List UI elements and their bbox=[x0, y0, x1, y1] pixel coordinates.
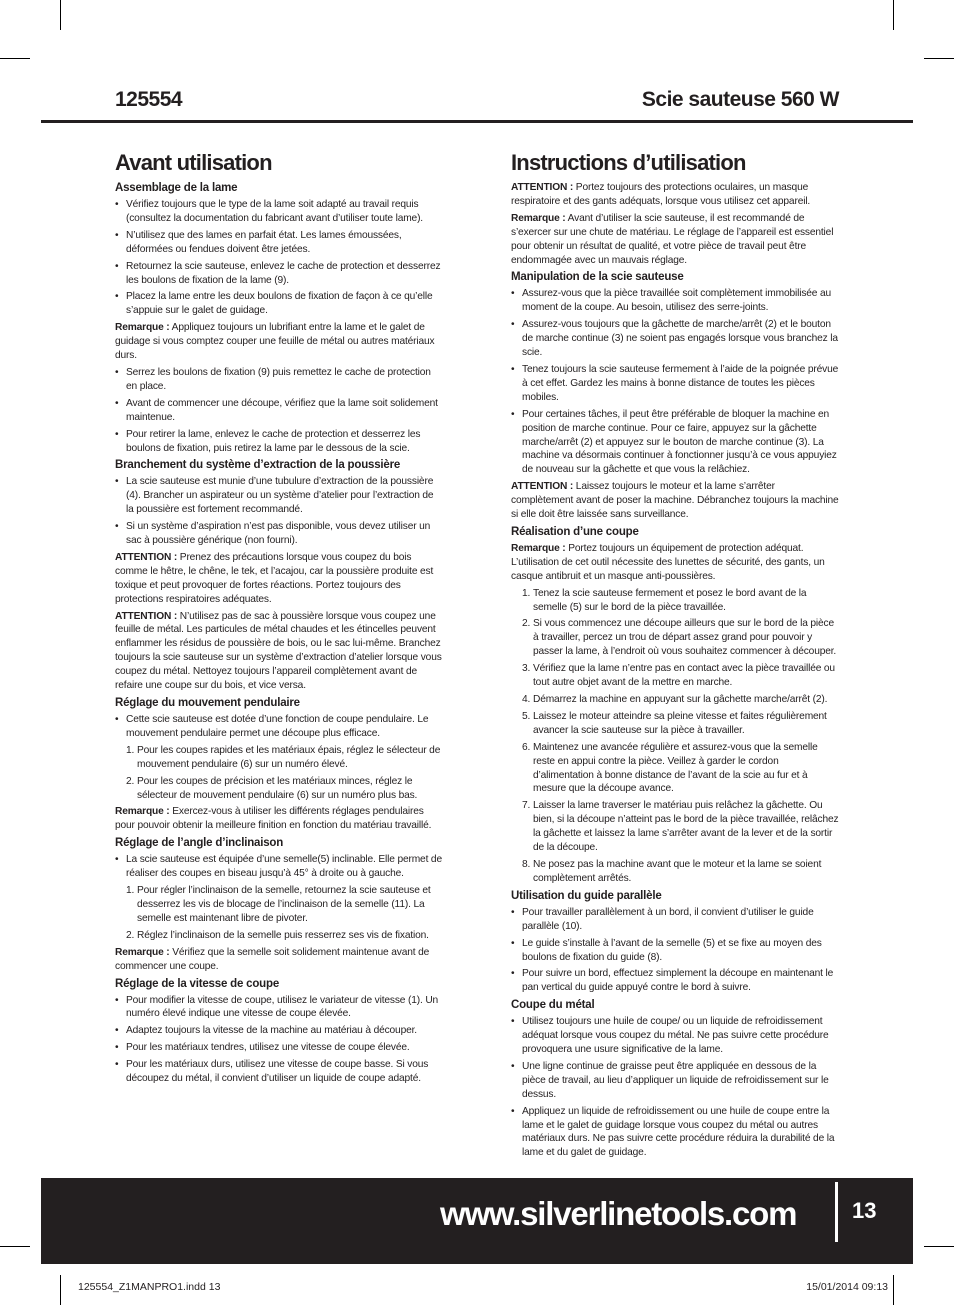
warning-label: ATTENTION : bbox=[511, 481, 574, 493]
list-item bbox=[522, 693, 839, 707]
section-title: Instructions d’utilisation bbox=[511, 150, 746, 175]
list-item: • Appliquez un liquide de refroidissement ou une huile de coupe entre la lame et le galet de guidage lorsque vous coupez du métal ou autres matériaux durs. Ne pas suivre cette procédure réduira la durabilité de la lame et du galet de guidage. bbox=[511, 1105, 839, 1161]
product-title: Scie sauteuse 560 W bbox=[641, 88, 839, 111]
note-label: Remarque : bbox=[115, 946, 170, 958]
bullet-list bbox=[511, 1015, 839, 1160]
list-item: • La scie sauteuse est munie d’une tubulure d’extraction de la poussière (4). Brancher un aspirateur ou un système d’atelier pour l’extraction de la poussière est fortement recommandé. bbox=[115, 475, 443, 517]
warning-paragraph bbox=[115, 610, 443, 693]
subsection-heading: Réglage de la vitesse de coupe bbox=[115, 977, 280, 990]
note-label: Remarque : bbox=[115, 322, 170, 334]
subsection-heading: Réglage de l’angle d’inclinaison bbox=[115, 837, 284, 850]
warning-paragraph bbox=[511, 181, 839, 209]
list-item bbox=[126, 775, 443, 803]
crop-mark bbox=[924, 58, 954, 59]
step-number: 3. bbox=[522, 663, 531, 675]
step-text: Maintenez une avancée régulière et assurez-vous que la semelle reste en appui contre la pièce. Veillez à garder le cordon d’alimentation à bonne distance de l’avant de la scie au fur et à mesure que la découpe avance. bbox=[533, 741, 818, 795]
numbered-list bbox=[115, 884, 443, 943]
bullet-list bbox=[115, 198, 443, 318]
crop-mark bbox=[0, 58, 30, 59]
subsection-heading: Manipulation de la scie sauteuse bbox=[511, 271, 684, 284]
list-item: • Cette scie sauteuse est dotée d’une fonction de coupe pendulaire. Le mouvement pendulaire permet une découpe plus efficace. bbox=[115, 713, 443, 741]
note-paragraph bbox=[115, 946, 443, 974]
left-column bbox=[115, 150, 443, 1089]
list-item: • Le guide s’installe à l’avant de la semelle (5) et se fixe au moyen des boulons de fixation du guide (8). bbox=[511, 937, 839, 965]
list-item: • Utilisez toujours une huile de coupe/ ou un liquide de refroidissement adéquat lorsque vous coupez du métal. Ne pas suivre cette procédure provoquera une usure significative de la lame. bbox=[511, 1015, 839, 1057]
file-slug: 125554_Z1MANPRO1.indd 13 bbox=[78, 1281, 221, 1293]
warning-text: N’utilisez pas de sac à poussière lorsque vous coupez une feuille de métal. Les particules de métal chaudes et les étincelles peuvent enflammer les résidus de poussière de bois, ou le sac lui-même. Branchez toujours la scie sauteuse sur un système d’extraction d’atelier lorsque vous coupez du métal. Nettoyez toujours l’appareil complètement avant de refaire une coupe sur du bois, et vice versa. bbox=[115, 610, 442, 692]
right-column bbox=[511, 150, 839, 1163]
page-number-divider bbox=[835, 1182, 838, 1242]
step-number: 2. bbox=[126, 929, 135, 941]
step-text: Vérifiez que la lame n’entre pas en contact avec la pièce travaillée ou tout autre objet avant de la mettre en marche. bbox=[533, 663, 835, 689]
website-link[interactable]: www.silverlinetools.com bbox=[440, 1195, 797, 1232]
crop-mark bbox=[924, 1246, 954, 1247]
list-item: • Avant de commencer une découpe, vérifiez que la lame soit solidement maintenue. bbox=[115, 397, 443, 425]
list-item bbox=[522, 799, 839, 855]
note-paragraph bbox=[115, 805, 443, 833]
note-label: Remarque : bbox=[511, 542, 566, 554]
step-text: Pour les coupes de précision et les matériaux minces, réglez le sélecteur de mouvement pendulaire (6) sur un numéro plus bas. bbox=[137, 775, 418, 801]
subsection-heading: Utilisation du guide parallèle bbox=[511, 889, 662, 902]
note-label: Remarque : bbox=[115, 806, 170, 818]
step-text: Pour les coupes rapides et les matériaux épais, réglez le sélecteur de mouvement pendulaire (6) sur un numéro élevé. bbox=[137, 744, 441, 770]
note-text: Avant d’utiliser la scie sauteuse, il est recommandé de s’exercer sur une chute de matériau. Le réglage de l’appareil est essentiel pour obtenir un résultat de qualité, et votre pièce de travail peut être endommagée avec un mauvais réglage. bbox=[511, 212, 834, 266]
note-text: Exercez-vous à utiliser les différents réglages pendulaires pour pouvoir obtenir la meilleure finition en fonction du matériau travaillé. bbox=[115, 806, 432, 832]
subsection-heading: Réalisation d’une coupe bbox=[511, 525, 639, 538]
bullet-list bbox=[115, 853, 443, 881]
warning-paragraph bbox=[115, 551, 443, 607]
warning-text: Portez toujours des protections oculaires, un masque respiratoire et des gants adéquats, lorsque vous utilisez cet appareil. bbox=[511, 182, 811, 207]
step-number: 1. bbox=[522, 587, 531, 599]
list-item: • Serrez les boulons de fixation (9) puis remettez le cache de protection en place. bbox=[115, 366, 443, 394]
list-item bbox=[522, 662, 839, 690]
product-code: 125554 bbox=[115, 88, 183, 111]
subsection-heading: Branchement du système d’extraction de la poussière bbox=[115, 459, 401, 472]
step-text: Tenez la scie sauteuse fermement et posez le bord avant de la semelle (5) sur le bord de la pièce travaillée. bbox=[533, 587, 807, 613]
step-number: 6. bbox=[522, 741, 531, 753]
crop-mark bbox=[0, 1246, 30, 1247]
step-text: Laissez le moteur atteindre sa pleine vitesse et faites régulièrement avancer la scie sauteuse sur la pièce à travailler. bbox=[533, 710, 827, 736]
list-item: • Pour suivre un bord, effectuez simplement la découpe en maintenant le pan vertical du guide appuyé contre le bord à suivre. bbox=[511, 967, 839, 995]
warning-text: Laissez toujours le moteur et la lame s’arrêter complètement avant de poser la machine. Débranchez toujours la machine si elle doit être laissée sans surveillance. bbox=[511, 481, 839, 521]
section-title: Avant utilisation bbox=[115, 150, 272, 175]
list-item: • Pour travailler parallèlement à un bord, il convient d’utiliser le guide parallèle (10). bbox=[511, 906, 839, 934]
list-item bbox=[126, 929, 443, 943]
warning-text: Prenez des précautions lorsque vous coupez du bois comme le hêtre, le chêne, le tek, et l’acajou, car la poussière produite est toxique et peut provoquer de fortes réactions. Portez toujours des protections respiratoires adéquates. bbox=[115, 551, 434, 605]
crop-mark bbox=[893, 0, 894, 30]
list-item bbox=[522, 587, 839, 615]
bullet-list bbox=[511, 906, 839, 995]
crop-mark bbox=[893, 1275, 894, 1305]
list-item: • Tenez toujours la scie sauteuse fermement à l’aide de la poignée prévue à cet effet. Gardez les mains à bonne distance de toutes les pièces mobiles. bbox=[511, 363, 839, 405]
warning-label: ATTENTION : bbox=[511, 182, 574, 193]
list-item bbox=[126, 884, 443, 926]
note-label: Remarque : bbox=[511, 212, 566, 224]
step-number: 7. bbox=[522, 800, 531, 812]
step-number: 2. bbox=[522, 618, 531, 630]
list-item: • Adaptez toujours la vitesse de la machine au matériau à découper. bbox=[115, 1024, 443, 1038]
step-text: Laisser la lame traverser le matériau puis relâchez la gâchette. Ou bien, si la découpe n’atteint pas le bord de la pièce travaillée, relâchez la gâchette et laissez la lame s’arrêter avant de la lever et de la sortir de la découpe. bbox=[533, 800, 839, 854]
note-text: Appliquez toujours un lubrifiant entre la lame et le galet de guidage si vous comptez couper une feuille de métal ou autres matériaux durs. bbox=[115, 322, 435, 362]
list-item bbox=[522, 858, 839, 886]
list-item: • Retournez la scie sauteuse, enlevez le cache de protection et desserrez les boulons de fixation de la lame (9). bbox=[115, 260, 443, 288]
crop-mark bbox=[60, 1275, 61, 1305]
subsection-heading: Réglage du mouvement pendulaire bbox=[115, 697, 300, 709]
list-item: • Si un système d’aspiration n’est pas disponible, vous devez utiliser un sac à poussière générique (non fourni). bbox=[115, 520, 443, 548]
list-item: • Pour retirer la lame, enlevez le cache de protection et desserrez les boulons de fixation, puis retirez la lame par le dessous de la scie. bbox=[115, 428, 443, 456]
step-number: 1. bbox=[126, 744, 135, 756]
list-item: • Pour les matériaux tendres, utilisez une vitesse de coupe élevée. bbox=[115, 1041, 443, 1055]
note-text: Vérifiez que la semelle soit solidement maintenue avant de commencer une coupe. bbox=[115, 946, 430, 972]
list-item: • Pour certaines tâches, il peut être préférable de bloquer la machine en position de marche continue. Pour ce faire, appuyez sur la gâchette marche/arrêt (2) et appuyez sur le bouton de marche continue (3). La machine va désormais continuer à fonctionner jusqu’à ce vous appuyiez de nouveau sur la gâchette et que vous la relâchiez. bbox=[511, 408, 839, 478]
list-item: • Assurez-vous toujours que la gâchette de marche/arrêt (2) et le bouton de marche continue (3) ne soient pas engagés lorsque vous branchez la scie. bbox=[511, 318, 839, 360]
warning-label: ATTENTION : bbox=[115, 610, 178, 622]
list-item: • Assurez-vous que la pièce travaillée soit complètement immobilisée au moment de la coupe. Au besoin, utilisez des serre-joints. bbox=[511, 287, 839, 315]
list-item bbox=[522, 617, 839, 659]
step-text: Si vous commencez une découpe ailleurs que sur le bord de la pièce à travailler, percez un trou de départ assez grand pour pouvoir y passer la lame, à l’endroit où vous souhaitez commencer à découper. bbox=[533, 618, 837, 658]
step-text: Réglez l’inclinaison de la semelle puis resserrez ses vis de fixation. bbox=[137, 929, 429, 941]
step-number: 2. bbox=[126, 775, 135, 787]
list-item: • La scie sauteuse est équipée d’une semelle(5) inclinable. Elle permet de réaliser des coupes en biseau jusqu’à 45° à droite ou à gauche. bbox=[115, 853, 443, 881]
subsection-heading: Coupe du métal bbox=[511, 999, 595, 1012]
step-number: 1. bbox=[126, 885, 135, 897]
bullet-list bbox=[115, 994, 443, 1086]
list-item: • Pour les matériaux durs, utilisez une vitesse de coupe basse. Si vous découpez du métal, il convient d’utiliser un liquide de coupe adapté. bbox=[115, 1058, 443, 1086]
bullet-list bbox=[115, 366, 443, 455]
numbered-list bbox=[115, 744, 443, 803]
list-item: • N’utilisez que des lames en parfait état. Les lames émoussées, déformées ou fendues doivent être jetées. bbox=[115, 229, 443, 257]
note-paragraph bbox=[115, 321, 443, 363]
numbered-list bbox=[511, 587, 839, 886]
step-text: Ne posez pas la machine avant que le moteur et la lame se soient complètement arrêtés. bbox=[533, 858, 822, 884]
list-item bbox=[522, 741, 839, 797]
note-paragraph bbox=[511, 212, 839, 268]
list-item: • Une ligne continue de graisse peut être appliquée en dessous de la pièce de travail, au lieu d’appliquer un liquide de refroidissement sur le dessus. bbox=[511, 1060, 839, 1102]
date-slug: 15/01/2014 09:13 bbox=[806, 1281, 888, 1293]
bullet-list bbox=[511, 287, 839, 477]
step-text: Pour régler l’inclinaison de la semelle, retournez la scie sauteuse et desserrez les vis de blocage de l’inclinaison de la semelle (11). La semelle est maintenant libre de pivoter. bbox=[137, 885, 431, 924]
list-item: • Pour modifier la vitesse de coupe, utilisez le variateur de vitesse (1). Un numéro élevé indique une vitesse de coupe élevée. bbox=[115, 994, 443, 1022]
step-number: 4. bbox=[522, 694, 531, 705]
bullet-list bbox=[115, 713, 443, 741]
step-number: 5. bbox=[522, 710, 531, 722]
list-item bbox=[126, 744, 443, 772]
step-number: 8. bbox=[522, 858, 531, 870]
bullet-list bbox=[115, 475, 443, 548]
note-paragraph bbox=[511, 542, 839, 584]
list-item: • Vérifiez toujours que le type de la lame soit adapté au travail requis (consultez la documentation du fabricant avant d’utiliser toute lame). bbox=[115, 198, 443, 226]
warning-label: ATTENTION : bbox=[115, 551, 178, 563]
list-item bbox=[522, 710, 839, 738]
step-text: Démarrez la machine en appuyant sur la gâchette marche/arrêt (2). bbox=[533, 694, 828, 705]
page-number: 13 bbox=[852, 1198, 877, 1223]
crop-mark bbox=[60, 0, 61, 30]
list-item: • Placez la lame entre les deux boulons de fixation de façon à ce qu’elle s’appuie sur le galet de guidage. bbox=[115, 290, 443, 318]
header-rule bbox=[41, 120, 913, 123]
note-text: Portez toujours un équipement de protection adéquat. L’utilisation de cet outil nécessite des lunettes de sécurité, des gants, un casque antibruit et un masque anti-poussières. bbox=[511, 542, 825, 582]
subsection-heading: Assemblage de la lame bbox=[115, 182, 238, 194]
warning-paragraph bbox=[511, 480, 839, 522]
